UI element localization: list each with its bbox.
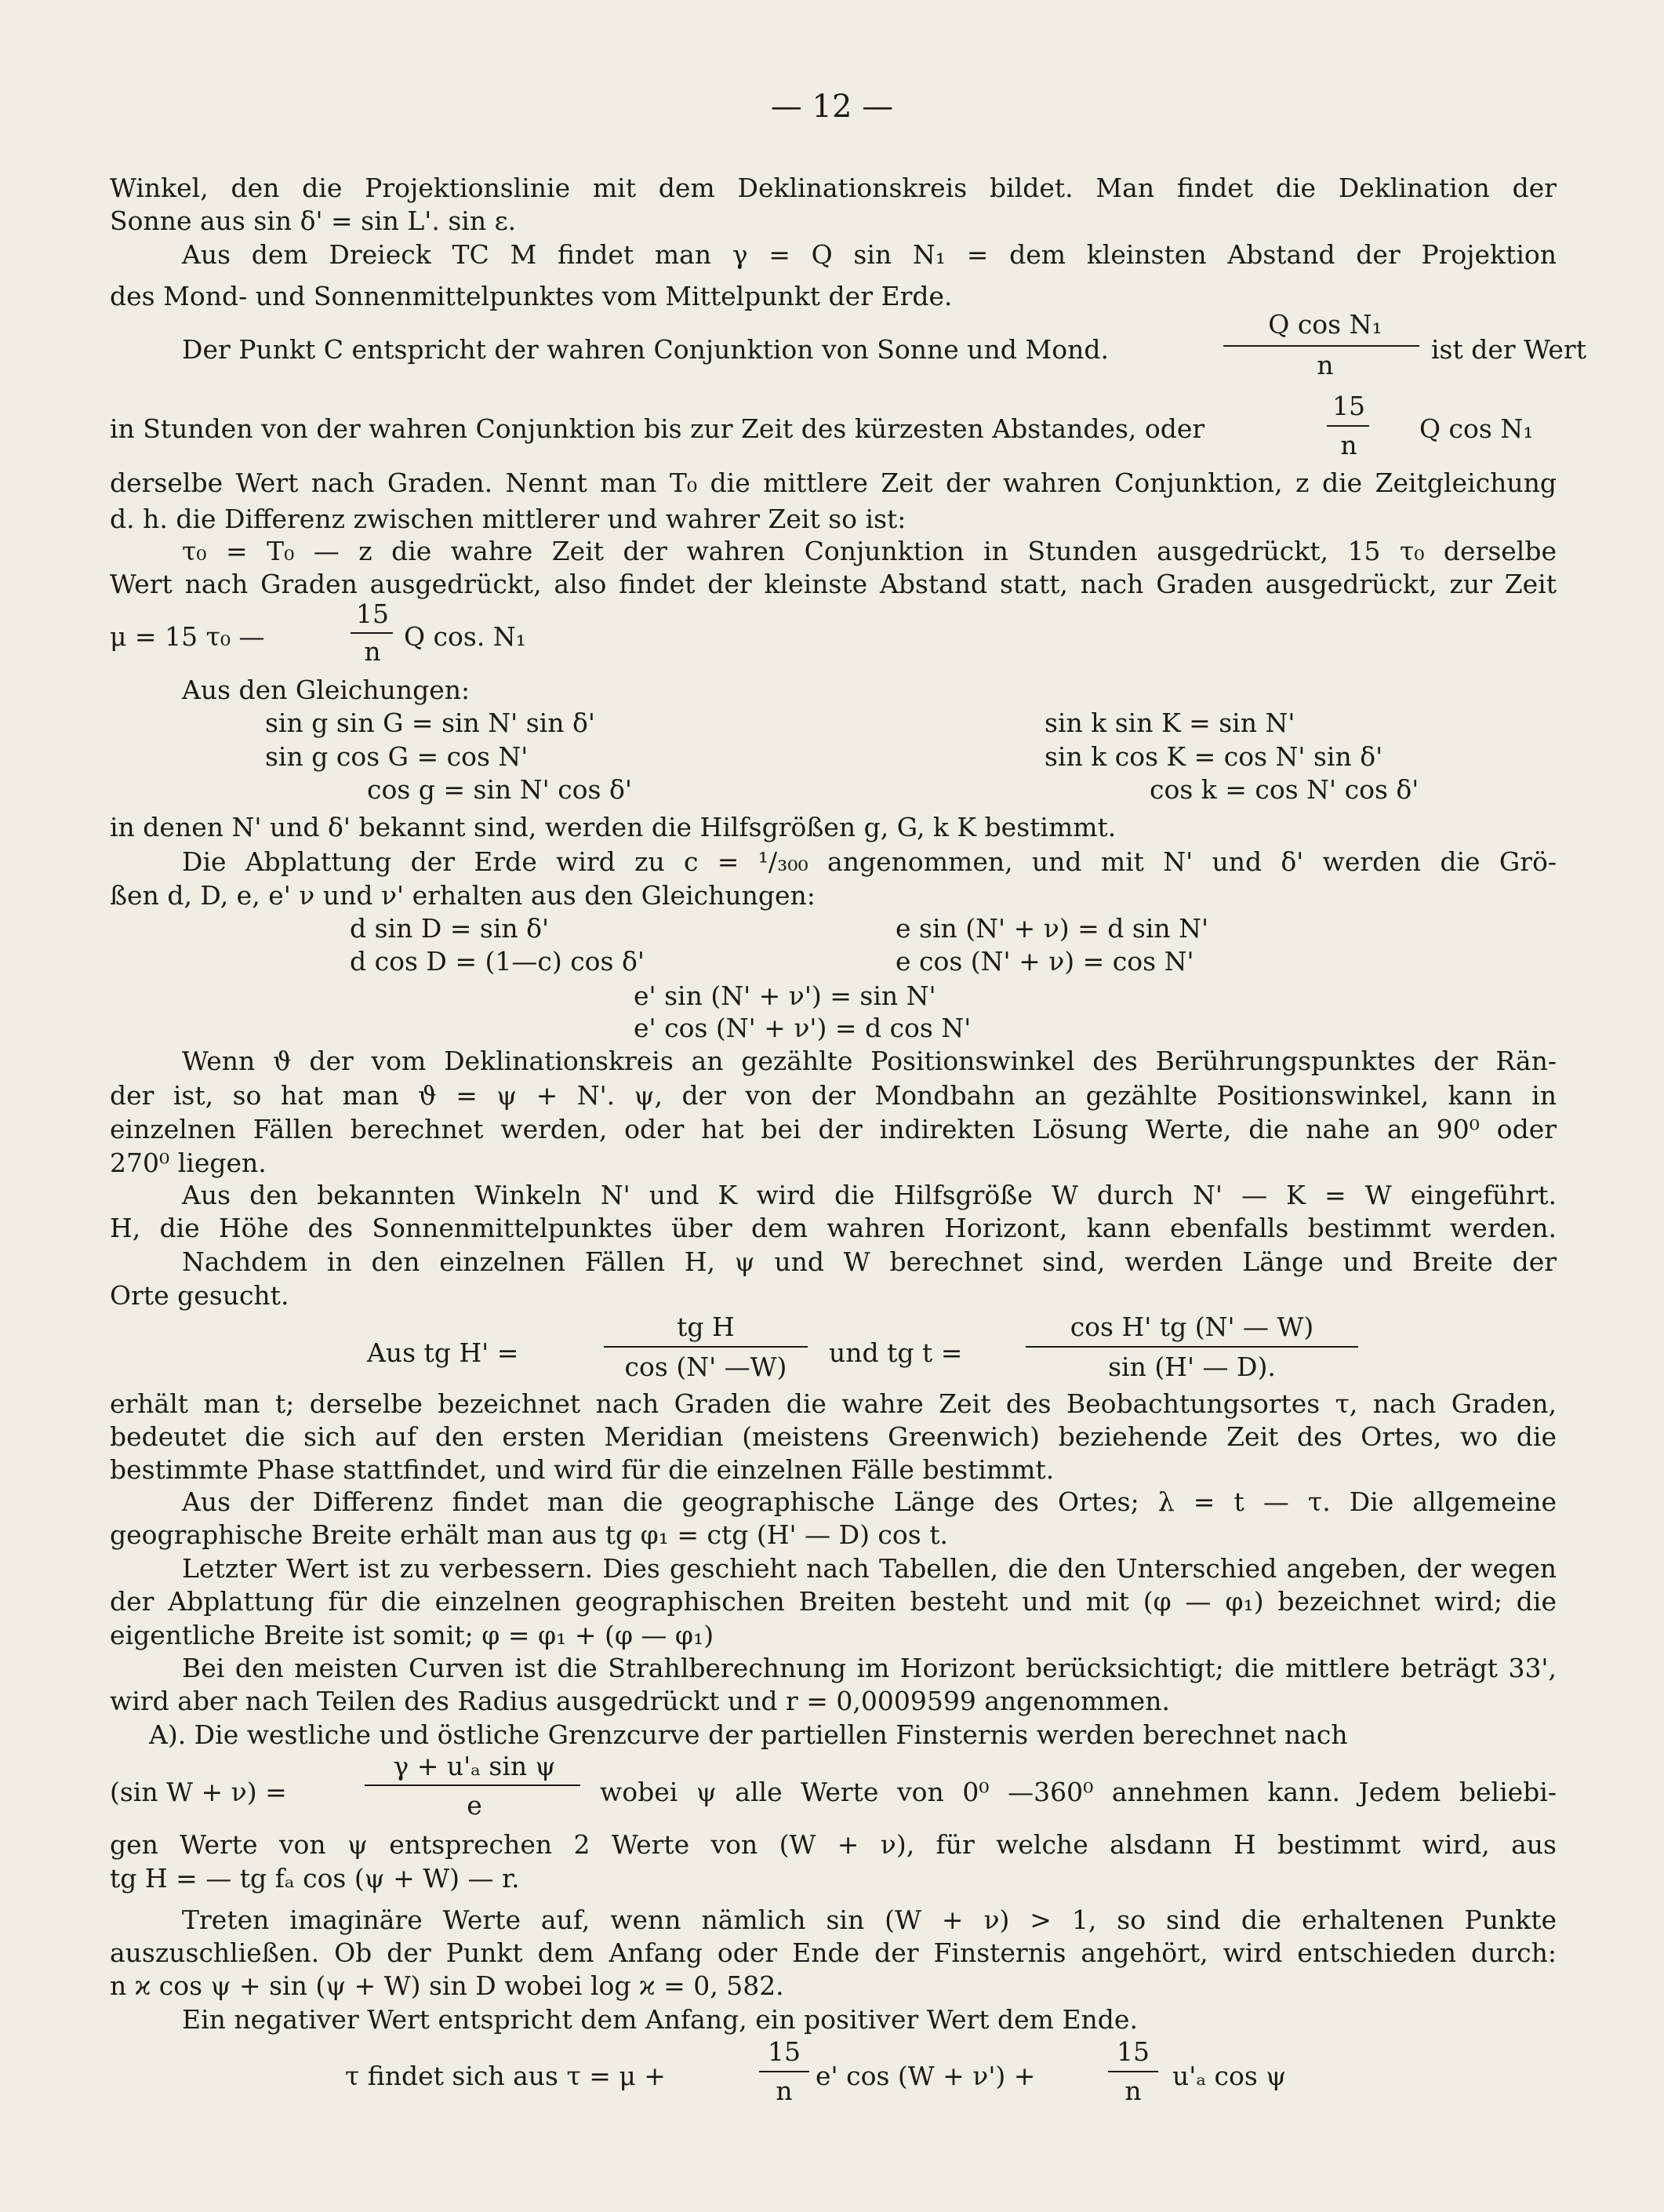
fraction-numerator: γ + u'ₐ sin ψ xyxy=(393,1751,556,1781)
text-line: Aus der Differenz findet man die geographische Länge des Ortes; λ = t — τ. Die allgemeine xyxy=(182,1486,1557,1517)
text-line: d. h. die Differenz zwischen mittlerer und wahrer Zeit so ist: xyxy=(110,504,906,534)
text-line: u'ₐ cos ψ xyxy=(1172,2061,1287,2091)
fraction-denominator: n xyxy=(1340,430,1357,460)
equation: sin k cos K = cos N' sin δ' xyxy=(1045,741,1383,772)
equation: d sin D = sin δ' xyxy=(350,913,550,944)
text-line: Aus den bekannten Winkeln N' und K wird die Hilfsgröße W durch N' — K = W eingeführt. xyxy=(182,1180,1557,1210)
text-line: in Stunden von der wahren Conjunktion bis zur Zeit des kürzesten Abstandes, oder xyxy=(110,413,1205,444)
text-line: Treten imaginäre Werte auf, wenn nämlich sin (W + ν) > 1, so sind die erhaltenen Punkte xyxy=(182,1905,1557,1935)
text-line: der ist, so hat man ϑ = ψ + N'. ψ, der von der Mondbahn an gezählte Positionswinkel, kann in xyxy=(110,1080,1557,1111)
text-line: Aus dem Dreieck TC M findet man γ = Q sin N₁ = dem kleinsten Abstand der Projektion xyxy=(182,239,1557,270)
text-line: (sin W + ν) = xyxy=(110,1777,287,1807)
text-line: Orte gesucht. xyxy=(110,1280,289,1311)
equation: sin g sin G = sin N' sin δ' xyxy=(265,708,595,738)
fraction-bar xyxy=(759,2071,809,2072)
page-number: — 12 — xyxy=(770,89,894,125)
text-line: derselbe Wert nach Graden. Nennt man T₀ die mittlere Zeit der wahren Conjunktion, z die Zeitgleichung xyxy=(110,468,1557,498)
text-line: Wenn ϑ der vom Deklinationskreis an gezählte Positionswinkel des Berührungspunktes der Rän- xyxy=(182,1046,1557,1076)
text-line: geographische Breite erhält man aus tg φ₁ = ctg (H' — D) cos t. xyxy=(110,1519,948,1550)
text-line: Ein negativer Wert entspricht dem Anfang, ein positiver Wert dem Ende. xyxy=(182,2004,1138,2035)
text-line: Letzter Wert ist zu verbessern. Dies geschieht nach Tabellen, die den Unterschied angeben, der wegen xyxy=(182,1553,1557,1584)
text-line: Die Abplattung der Erde wird zu c = ¹/₃₀₀ angenommen, und mit N' und δ' werden die Grö- xyxy=(182,846,1557,877)
text-line: eigentliche Breite ist somit; φ = φ₁ + (φ — φ₁) xyxy=(110,1620,714,1650)
fraction-bar xyxy=(1223,345,1419,347)
text-line: e' cos (W + ν') + xyxy=(816,2061,1036,2091)
text-line: des Mond- und Sonnenmittelpunktes vom Mittelpunkt der Erde. xyxy=(110,281,953,311)
text-line: Sonne aus sin δ' = sin L'. sin ε. xyxy=(110,206,517,236)
text-line: τ₀ = T₀ — z die wahre Zeit der wahren Conjunktion in Stunden ausgedrückt, 15 τ₀ derselbe xyxy=(182,536,1557,566)
fraction-denominator: n xyxy=(364,636,381,667)
equation: sin g cos G = cos N' xyxy=(265,741,529,772)
text-line: Winkel, den die Projektionslinie mit dem Deklinationskreis bildet. Man findet die Deklination der xyxy=(110,173,1557,203)
fraction-numerator: Q cos N₁ xyxy=(1268,309,1382,340)
fraction-numerator: 15 xyxy=(1332,391,1365,421)
equation: d cos D = (1—c) cos δ' xyxy=(350,946,645,977)
text-line: Bei den meisten Curven ist die Strahlberechnung im Horizont berücksichtigt; die mittlere beträgt 33', xyxy=(182,1653,1557,1683)
fraction-numerator: cos H' tg (N' — W) xyxy=(1070,1312,1314,1342)
text-line: τ findet sich aus τ = μ + xyxy=(345,2061,666,2091)
text-line: wobei ψ alle Werte von 0⁰ —360⁰ annehmen kann. Jedem beliebi- xyxy=(600,1777,1557,1807)
fraction-bar xyxy=(604,1346,808,1348)
text-line: n ϰ cos ψ + sin (ψ + W) sin D wobei log ϰ = 0, 582. xyxy=(110,1970,784,2001)
text-line: H, die Höhe des Sonnenmittelpunktes über dem wahren Horizont, kann ebenfalls bestimmt werden. xyxy=(110,1213,1557,1243)
equation: e sin (N' + ν) = d sin N' xyxy=(896,913,1209,944)
fraction-denominator: e xyxy=(467,1790,482,1821)
equation: sin k sin K = sin N' xyxy=(1045,708,1295,738)
text-line: Q cos N₁ xyxy=(1419,413,1534,444)
equation: cos g = sin N' cos δ' xyxy=(367,774,632,805)
text-line: auszuschließen. Ob der Punkt dem Anfang oder Ende der Finsternis angehört, wird entschieden durch: xyxy=(110,1937,1557,1968)
text-line: Aus tg H' = xyxy=(367,1337,519,1368)
fraction-denominator: sin (H' — D). xyxy=(1108,1352,1276,1382)
text-line: μ = 15 τ₀ — xyxy=(110,621,265,652)
fraction-bar xyxy=(351,632,393,634)
text-line: tg H = — tg fₐ cos (ψ + W) — r. xyxy=(110,1863,520,1894)
text-line: Der Punkt C entspricht der wahren Conjunktion von Sonne und Mond. xyxy=(182,334,1109,365)
text-line: gen Werte von ψ entsprechen 2 Werte von (W + ν), für welche alsdann H bestimmt wird, aus xyxy=(110,1829,1557,1860)
text-line: der Abplattung für die einzelnen geographischen Breiten besteht und mit (φ — φ₁) bezeichnet wird; die xyxy=(110,1586,1557,1617)
fraction-bar xyxy=(365,1785,580,1786)
text-line: bestimmte Phase stattfindet, und wird für die einzelnen Fälle bestimmt. xyxy=(110,1454,1055,1485)
fraction-denominator: n xyxy=(776,2076,793,2106)
equation: e' cos (N' + ν') = d cos N' xyxy=(634,1013,972,1043)
text-line: ßen d, D, e, e' ν und ν' erhalten aus den Gleichungen: xyxy=(110,880,816,911)
fraction-numerator: 15 xyxy=(1117,2036,1150,2067)
fraction-denominator: n xyxy=(1124,2076,1142,2106)
text-line: Q cos. N₁ xyxy=(404,621,526,652)
text-line: Nachdem in den einzelnen Fällen H, ψ und W berechnet sind, werden Länge und Breite der xyxy=(182,1246,1557,1277)
fraction-denominator: cos (N' —W) xyxy=(624,1352,787,1382)
equation: e' sin (N' + ν') = sin N' xyxy=(634,980,936,1011)
text-line: Aus den Gleichungen: xyxy=(182,675,470,705)
text-line: ist der Wert xyxy=(1431,334,1586,365)
text-line: und tg t = xyxy=(829,1337,963,1368)
text-line: 270⁰ liegen. xyxy=(110,1148,267,1178)
fraction-bar xyxy=(1026,1346,1358,1348)
text-line: in denen N' und δ' bekannt sind, werden die Hilfsgrößen g, G, k K bestimmt. xyxy=(110,812,1117,842)
fraction-numerator: tg H xyxy=(677,1312,735,1342)
text-line: einzelnen Fällen berechnet werden, oder hat bei der indirekten Lösung Werte, die nahe an 90⁰ oder xyxy=(110,1114,1557,1144)
text-line: A). Die westliche und östliche Grenzcurve der partiellen Finsternis werden berechnet nach xyxy=(149,1719,1348,1750)
text-line: Wert nach Graden ausgedrückt, also findet der kleinste Abstand statt, nach Graden ausgedrückt, zur Zeit xyxy=(110,569,1557,599)
text-line: wird aber nach Teilen des Radius ausgedrückt und r = 0,0009599 angenommen. xyxy=(110,1686,1170,1716)
fraction-numerator: 15 xyxy=(356,598,389,629)
equation: cos k = cos N' cos δ' xyxy=(1150,774,1419,805)
fraction-bar xyxy=(1108,2071,1158,2072)
fraction-bar xyxy=(1327,425,1369,427)
fraction-denominator: n xyxy=(1317,350,1334,380)
text-line: bedeutet die sich auf den ersten Meridian (meistens Greenwich) beziehende Zeit des Ortes, wo die xyxy=(110,1421,1557,1452)
text-line: erhält man t; derselbe bezeichnet nach Graden die wahre Zeit des Beobachtungsortes τ, nach Graden, xyxy=(110,1388,1557,1419)
fraction-numerator: 15 xyxy=(768,2036,801,2067)
equation: e cos (N' + ν) = cos N' xyxy=(896,946,1194,977)
